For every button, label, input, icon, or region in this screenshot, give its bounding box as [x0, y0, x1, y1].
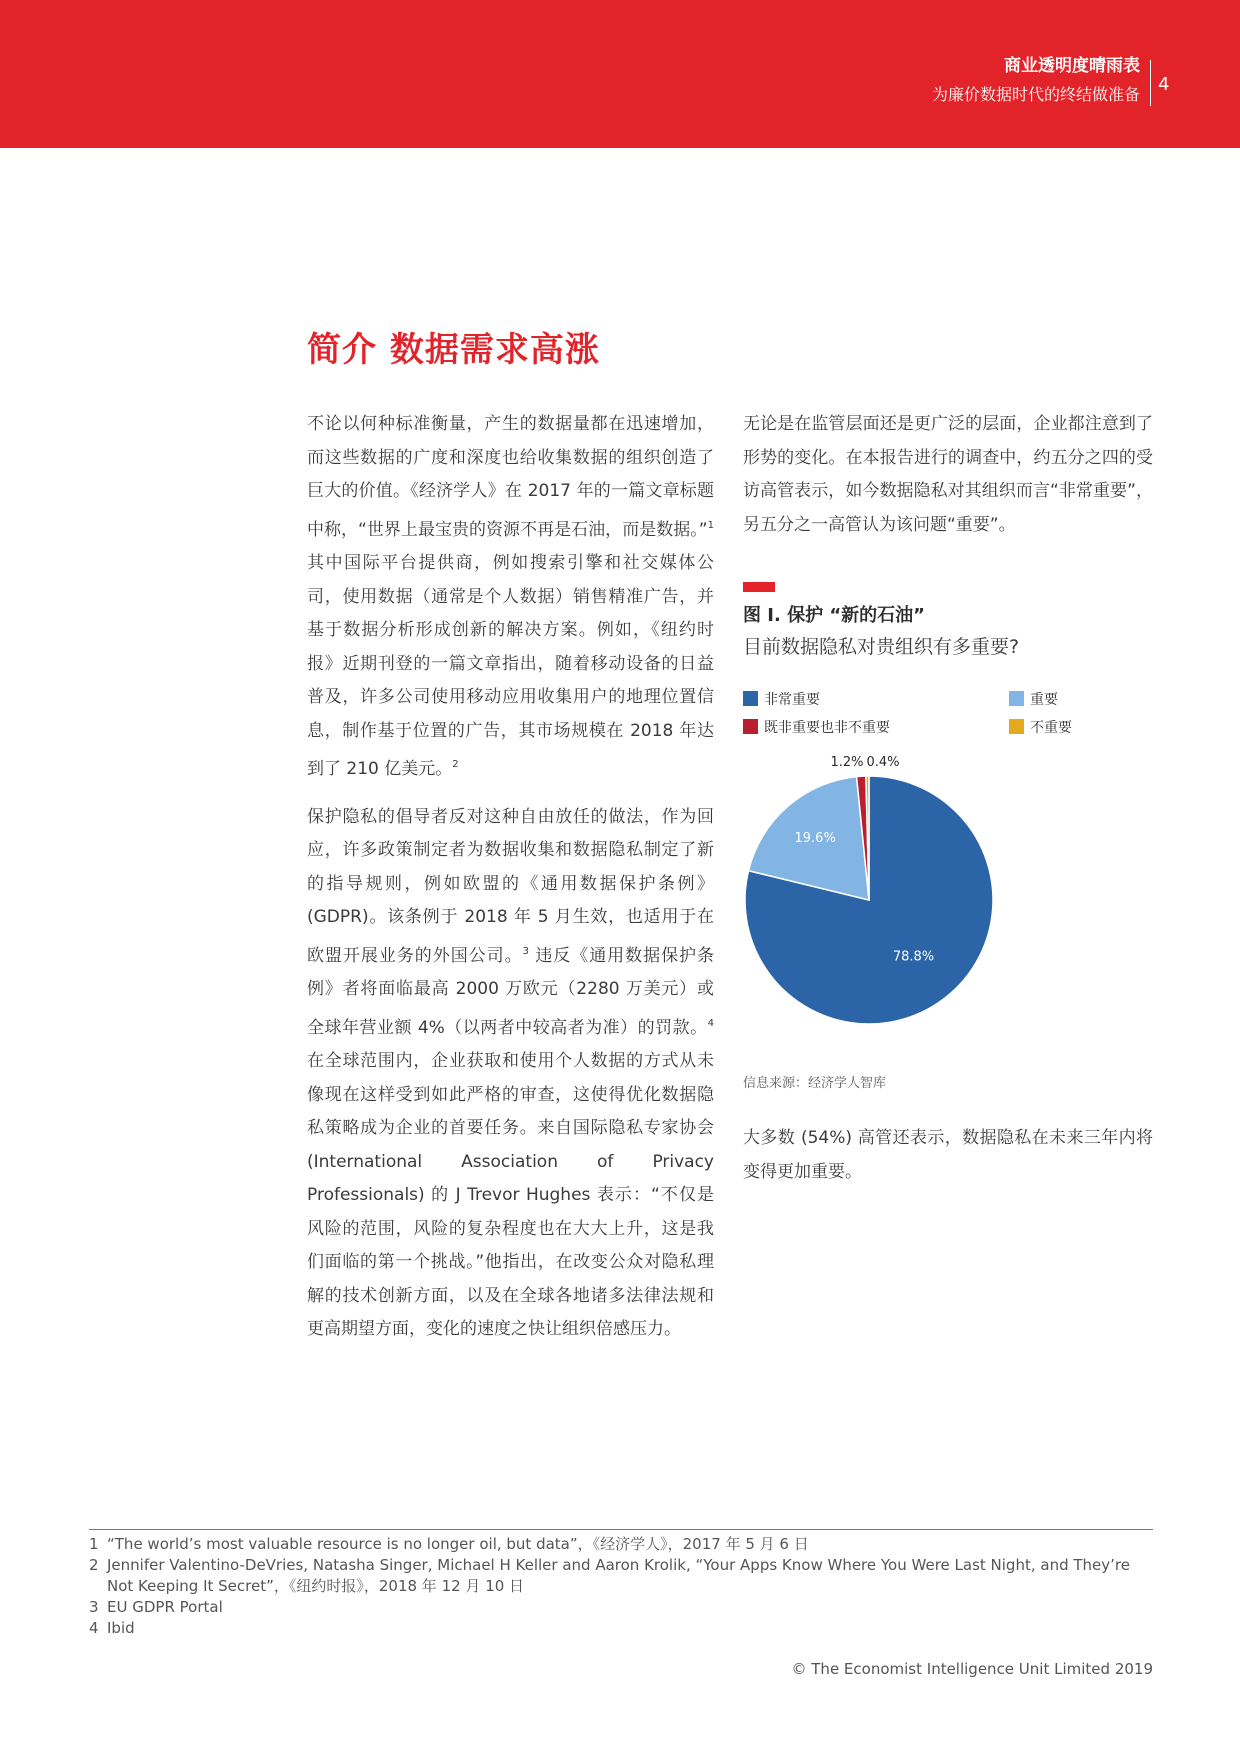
footnote [89, 1618, 1153, 1639]
copyright: © The Economist Intelligence Unit Limited 2019 [791, 1660, 1153, 1678]
paragraph-1 [307, 408, 714, 787]
legend-item-neutral [743, 718, 890, 738]
pie-data-label: 0.4% [866, 755, 900, 770]
right-paragraph-1: 无论是在监管层面还是更广泛的层面，企业都注意到了形势的变化。在本报告进行的调查中，约五分之四的受访高管表示，如今数据隐私对其组织而言“非常重要”，另五分之一高管认为该问题“重要”。 [743, 414, 1153, 535]
footnote-ref-2: 2 [452, 759, 459, 770]
footnote [89, 1555, 1153, 1597]
pie-chart-svg [743, 752, 1003, 1032]
paragraph-2-text-c: 在全球范围内，企业获取和使用个人数据的方式从未像现在这样受到如此严格的审查，这使得优化数据隐私策略成为企业的首要任务。来自国际隐私专家协会 (International Association of Privacy Professionals) 的 J Trevor Hughes 表示：“不仅是风险的范围，风险的复杂程度也在大大上升，这是我们面临的第一个挑战。”他指出，在改变公众对隐私理解的技术创新方面，以及在全球各地诸多法律法规和更高期望方面，变化的速度之快让组织倍感压力。 [307, 1051, 714, 1339]
footnote-text: Jennifer Valentino-DeVries, Natasha Singer, Michael H Keller and Aaron Krolik, “Your Apps Know Where You Were Last Night, and They’re Not Keeping It Secret”，《纽约时报》，2018 年 12 月 10 日 [107, 1556, 1130, 1595]
figure-accent-bar [743, 582, 775, 592]
paragraph-2-text-a: 保护隐私的倡导者反对这种自由放任的做法，作为回应，许多政策制定者为数据收集和数据隐私制定了新的指导规则，例如欧盟的《通用数据保护条例》(GDPR)。该条例于 2018 年 5 月生效，也适用于在欧盟开展业务的外国公司。 [307, 806, 714, 966]
footnote-text: “The world’s most valuable resource is no longer oil, but data”，《经济学人》，2017 年 5 月 6 日 [107, 1535, 809, 1553]
pie-data-label: 1.2% [830, 755, 864, 770]
footnote-text: EU GDPR Portal [107, 1598, 223, 1616]
legend-item-very-important [743, 690, 820, 710]
legend-swatch [743, 719, 758, 734]
pie-data-label: 78.8% [892, 949, 935, 965]
paragraph-1-text-a: 不论以何种标准衡量，产生的数据量都在迅速增加，而这些数据的广度和深度也给收集数据的组织创造了巨大的价值。《经济学人》在 2017 年的一篇文章标题中称，“世界上最宝贵的资源不再是石油，而是数据。” [307, 414, 714, 540]
legend-swatch [1009, 719, 1024, 734]
right-column-lower [743, 1122, 1153, 1203]
figure-title: 图 I. 保护 “新的石油” [743, 605, 925, 626]
figure-subtitle: 目前数据隐私对贵组织有多重要? [743, 636, 1020, 658]
right-paragraph-2: 大多数 (54%) 高管还表示，数据隐私在未来三年内将变得更加重要。 [743, 1128, 1153, 1182]
footnote-number: 1 [89, 1535, 99, 1553]
footnotes [89, 1534, 1153, 1639]
footnote-number: 2 [89, 1556, 99, 1574]
legend-swatch [1009, 691, 1024, 706]
legend-label: 既非重要也非不重要 [764, 720, 890, 736]
report-subtitle: 为廉价数据时代的终结做准备 [931, 85, 1140, 104]
right-column [743, 408, 1153, 556]
pie-chart [743, 752, 1003, 1032]
paragraph-2 [307, 801, 714, 1347]
chart-legend [743, 690, 1083, 750]
legend-item-not-important [1009, 718, 1072, 738]
page-number: 4 [1158, 74, 1170, 95]
legend-label: 非常重要 [764, 692, 820, 708]
pie-data-label: 19.6% [794, 831, 836, 847]
paragraph-1-text-b: 其中国际平台提供商，例如搜索引擎和社交媒体公司，使用数据（通常是个人数据）销售精准广告，并基于数据分析形成创新的解决方案。例如，《纽约时报》近期刊登的一篇文章指出，随着移动设备的日益普及，许多公司使用移动应用收集用户的地理位置信息，制作基于位置的广告，其市场规模在 2018 年达到了 210 亿美元。 [307, 553, 714, 779]
section-heading: 简介 数据需求高涨 [307, 330, 600, 370]
paragraph-2-text-b: 违反《通用数据保护条例》者将面临最高 2000 万欧元（2280 万美元）或全球年营业额 4%（以两者中较高者为准）的罚款。 [307, 945, 715, 1038]
footnote [89, 1597, 1153, 1618]
legend-label: 不重要 [1030, 720, 1072, 736]
footnote-ref-1: 1 [707, 519, 714, 531]
footnote-ref-4: 4 [707, 1017, 714, 1029]
footnote [89, 1534, 1153, 1555]
footnote-ref-3: 3 [522, 945, 529, 957]
footnote-divider [89, 1529, 1153, 1530]
header-divider [1150, 60, 1151, 106]
footnote-number: 3 [89, 1598, 99, 1616]
report-title: 商业透明度晴雨表 [1004, 56, 1140, 76]
legend-swatch [743, 691, 758, 706]
header-banner [0, 0, 1240, 148]
legend-item-important [1009, 690, 1058, 710]
legend-label: 重要 [1030, 692, 1058, 708]
left-column [307, 408, 714, 1361]
footnote-text: Ibid [107, 1619, 135, 1637]
header-titles [932, 54, 1140, 108]
figure-source: 信息来源：经济学人智库 [743, 1076, 887, 1091]
footnote-number: 4 [89, 1619, 99, 1637]
